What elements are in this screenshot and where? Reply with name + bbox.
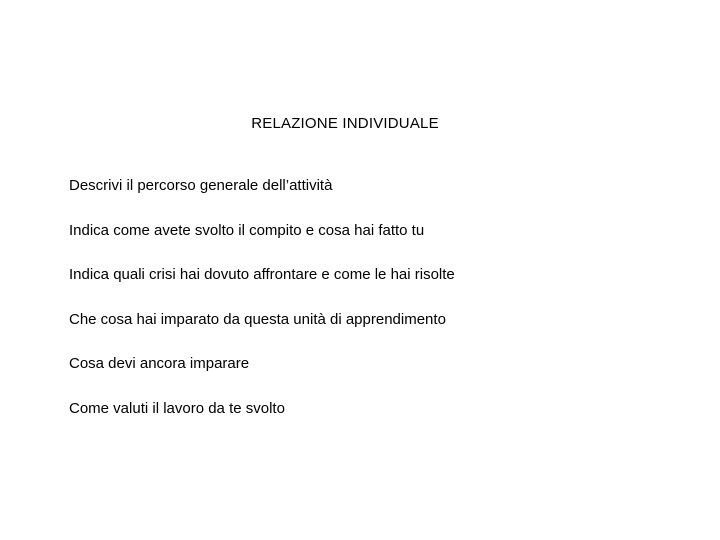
list-item: Indica quali crisi hai dovuto affrontare e come le hai risolte <box>69 266 455 283</box>
question-list <box>69 176 455 443</box>
list-item: Indica come avete svolto il compito e cosa hai fatto tu <box>69 221 425 239</box>
list-item: Descrivi il percorso generale dell’attività <box>69 177 333 194</box>
list-item: Che cosa hai imparato da questa unità di apprendimento <box>69 310 446 328</box>
list-item: Come valuti il lavoro da te svolto <box>69 399 285 417</box>
list-item: Cosa devi ancora imparare <box>69 355 250 372</box>
page-title: RELAZIONE INDIVIDUALE <box>251 115 439 132</box>
